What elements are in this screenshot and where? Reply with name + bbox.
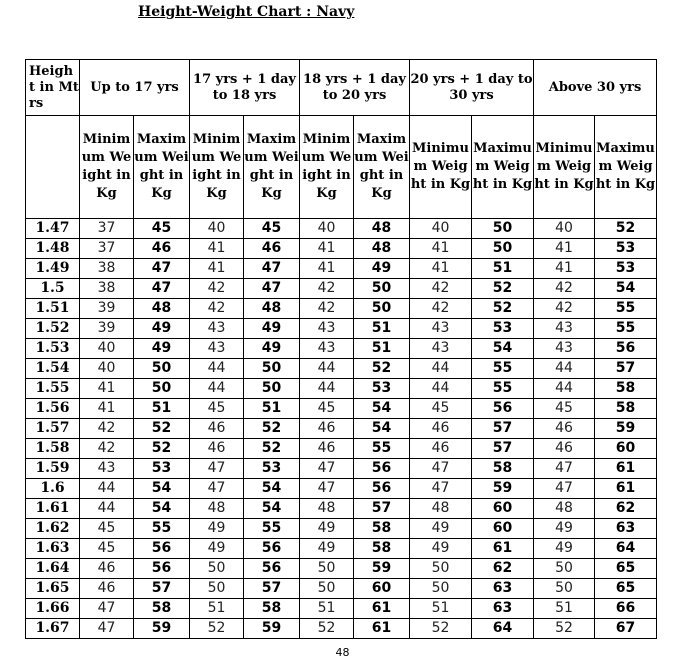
min-weight-cell: 42 bbox=[190, 279, 244, 299]
table-row bbox=[26, 319, 657, 339]
min-weight-cell: 46 bbox=[534, 419, 595, 439]
max-weight-cell: 56 bbox=[244, 559, 300, 579]
min-weight-cell: 42 bbox=[300, 279, 354, 299]
min-weight-cell: 46 bbox=[80, 559, 134, 579]
max-weight-cell: 56 bbox=[134, 559, 190, 579]
max-weight-cell: 54 bbox=[472, 339, 534, 359]
min-weight-cell: 47 bbox=[410, 459, 472, 479]
min-weight-cell: 50 bbox=[190, 559, 244, 579]
group-header-18-20: 18 yrs + 1 day to 20 yrs bbox=[300, 60, 410, 116]
max-weight-cell: 48 bbox=[354, 239, 410, 259]
min-weight-cell: 48 bbox=[410, 499, 472, 519]
min-weight-cell: 49 bbox=[410, 539, 472, 559]
max-weight-cell: 52 bbox=[472, 279, 534, 299]
max-weight-cell: 50 bbox=[134, 359, 190, 379]
min-weight-cell: 46 bbox=[300, 439, 354, 459]
max-weight-cell: 52 bbox=[595, 219, 657, 239]
max-weight-cell: 67 bbox=[595, 619, 657, 639]
min-weight-cell: 44 bbox=[300, 359, 354, 379]
min-weight-header: Minimum Weight in Kg bbox=[410, 116, 472, 219]
table-row bbox=[26, 559, 657, 579]
height-cell: 1.54 bbox=[26, 359, 80, 379]
min-weight-cell: 39 bbox=[80, 299, 134, 319]
min-weight-cell: 50 bbox=[410, 559, 472, 579]
table-row bbox=[26, 399, 657, 419]
table-row bbox=[26, 499, 657, 519]
max-weight-cell: 59 bbox=[244, 619, 300, 639]
min-weight-cell: 41 bbox=[300, 259, 354, 279]
table-row bbox=[26, 459, 657, 479]
max-weight-cell: 58 bbox=[472, 459, 534, 479]
height-weight-table bbox=[25, 59, 657, 639]
min-weight-cell: 41 bbox=[534, 259, 595, 279]
min-weight-cell: 50 bbox=[410, 579, 472, 599]
group-header-above-30: Above 30 yrs bbox=[534, 60, 657, 116]
height-cell: 1.52 bbox=[26, 319, 80, 339]
max-weight-cell: 50 bbox=[354, 279, 410, 299]
max-weight-cell: 46 bbox=[244, 239, 300, 259]
height-cell: 1.57 bbox=[26, 419, 80, 439]
min-weight-cell: 51 bbox=[534, 599, 595, 619]
max-weight-cell: 56 bbox=[354, 479, 410, 499]
min-weight-cell: 44 bbox=[410, 359, 472, 379]
max-weight-header: Maximum Weight in Kg bbox=[244, 116, 300, 219]
max-weight-cell: 56 bbox=[244, 539, 300, 559]
min-weight-cell: 47 bbox=[410, 479, 472, 499]
min-weight-cell: 38 bbox=[80, 279, 134, 299]
max-weight-cell: 52 bbox=[244, 419, 300, 439]
min-weight-cell: 49 bbox=[300, 539, 354, 559]
max-weight-cell: 50 bbox=[354, 299, 410, 319]
min-weight-header: Minimum Weight in Kg bbox=[80, 116, 134, 219]
max-weight-cell: 51 bbox=[134, 399, 190, 419]
max-weight-cell: 55 bbox=[595, 319, 657, 339]
min-weight-cell: 41 bbox=[410, 259, 472, 279]
min-weight-cell: 52 bbox=[300, 619, 354, 639]
height-cell: 1.61 bbox=[26, 499, 80, 519]
max-weight-cell: 57 bbox=[472, 419, 534, 439]
min-weight-cell: 42 bbox=[410, 279, 472, 299]
min-weight-cell: 46 bbox=[80, 579, 134, 599]
max-weight-cell: 52 bbox=[134, 419, 190, 439]
max-weight-cell: 65 bbox=[595, 579, 657, 599]
min-weight-cell: 43 bbox=[300, 319, 354, 339]
max-weight-cell: 51 bbox=[244, 399, 300, 419]
max-weight-cell: 60 bbox=[472, 499, 534, 519]
min-weight-cell: 52 bbox=[534, 619, 595, 639]
max-weight-cell: 62 bbox=[472, 559, 534, 579]
page-title: Height-Weight Chart : Navy bbox=[138, 4, 355, 20]
height-cell: 1.55 bbox=[26, 379, 80, 399]
min-weight-cell: 42 bbox=[80, 419, 134, 439]
min-weight-cell: 40 bbox=[534, 219, 595, 239]
max-weight-cell: 53 bbox=[244, 459, 300, 479]
max-weight-cell: 59 bbox=[134, 619, 190, 639]
min-weight-cell: 43 bbox=[534, 339, 595, 359]
min-weight-cell: 51 bbox=[190, 599, 244, 619]
group-header-17-18: 17 yrs + 1 day to 18 yrs bbox=[190, 60, 300, 116]
max-weight-cell: 52 bbox=[244, 439, 300, 459]
max-weight-cell: 52 bbox=[354, 359, 410, 379]
max-weight-cell: 54 bbox=[134, 499, 190, 519]
table-row bbox=[26, 619, 657, 639]
max-weight-cell: 55 bbox=[472, 359, 534, 379]
max-weight-cell: 62 bbox=[595, 499, 657, 519]
min-weight-cell: 41 bbox=[534, 239, 595, 259]
max-weight-header: Maximum Weight in Kg bbox=[134, 116, 190, 219]
table-row bbox=[26, 359, 657, 379]
min-weight-cell: 50 bbox=[534, 579, 595, 599]
min-weight-cell: 49 bbox=[300, 519, 354, 539]
min-weight-cell: 40 bbox=[190, 219, 244, 239]
max-weight-cell: 49 bbox=[354, 259, 410, 279]
min-weight-cell: 41 bbox=[190, 239, 244, 259]
table-body bbox=[26, 219, 657, 639]
table-row bbox=[26, 279, 657, 299]
min-weight-cell: 43 bbox=[410, 339, 472, 359]
min-weight-cell: 45 bbox=[410, 399, 472, 419]
max-weight-cell: 57 bbox=[595, 359, 657, 379]
max-weight-cell: 50 bbox=[472, 239, 534, 259]
min-weight-cell: 46 bbox=[410, 439, 472, 459]
max-weight-cell: 57 bbox=[472, 439, 534, 459]
min-weight-cell: 52 bbox=[410, 619, 472, 639]
min-weight-cell: 49 bbox=[190, 539, 244, 559]
max-weight-cell: 47 bbox=[244, 279, 300, 299]
min-weight-cell: 42 bbox=[410, 299, 472, 319]
min-weight-cell: 44 bbox=[300, 379, 354, 399]
table-row bbox=[26, 239, 657, 259]
max-weight-cell: 58 bbox=[354, 539, 410, 559]
max-weight-cell: 50 bbox=[244, 379, 300, 399]
max-weight-cell: 56 bbox=[472, 399, 534, 419]
max-weight-cell: 49 bbox=[244, 319, 300, 339]
max-weight-cell: 52 bbox=[134, 439, 190, 459]
max-weight-header: Maximum Weight in Kg bbox=[472, 116, 534, 219]
max-weight-cell: 47 bbox=[134, 279, 190, 299]
min-weight-cell: 47 bbox=[190, 459, 244, 479]
max-weight-cell: 61 bbox=[354, 619, 410, 639]
min-weight-cell: 42 bbox=[190, 299, 244, 319]
max-weight-cell: 59 bbox=[595, 419, 657, 439]
min-weight-cell: 44 bbox=[190, 379, 244, 399]
height-cell: 1.65 bbox=[26, 579, 80, 599]
max-weight-cell: 53 bbox=[472, 319, 534, 339]
max-weight-cell: 49 bbox=[134, 319, 190, 339]
max-weight-cell: 56 bbox=[354, 459, 410, 479]
max-weight-cell: 55 bbox=[134, 519, 190, 539]
min-weight-cell: 49 bbox=[190, 519, 244, 539]
min-weight-cell: 48 bbox=[534, 499, 595, 519]
max-weight-cell: 54 bbox=[354, 399, 410, 419]
min-weight-cell: 49 bbox=[534, 519, 595, 539]
min-weight-cell: 47 bbox=[534, 459, 595, 479]
min-weight-cell: 40 bbox=[80, 359, 134, 379]
table-row bbox=[26, 299, 657, 319]
min-weight-cell: 41 bbox=[190, 259, 244, 279]
height-cell: 1.6 bbox=[26, 479, 80, 499]
max-weight-cell: 51 bbox=[354, 319, 410, 339]
table-row bbox=[26, 419, 657, 439]
min-weight-cell: 37 bbox=[80, 219, 134, 239]
max-weight-cell: 56 bbox=[134, 539, 190, 559]
min-weight-cell: 51 bbox=[410, 599, 472, 619]
max-weight-cell: 50 bbox=[244, 359, 300, 379]
max-weight-cell: 63 bbox=[472, 579, 534, 599]
min-weight-cell: 47 bbox=[190, 479, 244, 499]
max-weight-header: Maximum Weight in Kg bbox=[595, 116, 657, 219]
max-weight-cell: 60 bbox=[595, 439, 657, 459]
min-weight-cell: 45 bbox=[534, 399, 595, 419]
height-cell: 1.51 bbox=[26, 299, 80, 319]
min-weight-cell: 41 bbox=[80, 399, 134, 419]
min-weight-cell: 47 bbox=[300, 459, 354, 479]
max-weight-cell: 54 bbox=[354, 419, 410, 439]
min-weight-cell: 52 bbox=[190, 619, 244, 639]
max-weight-cell: 45 bbox=[244, 219, 300, 239]
min-weight-cell: 44 bbox=[190, 359, 244, 379]
min-weight-cell: 45 bbox=[80, 519, 134, 539]
min-weight-cell: 50 bbox=[534, 559, 595, 579]
height-cell: 1.67 bbox=[26, 619, 80, 639]
height-cell: 1.63 bbox=[26, 539, 80, 559]
max-weight-cell: 61 bbox=[595, 459, 657, 479]
min-weight-cell: 46 bbox=[410, 419, 472, 439]
min-weight-cell: 42 bbox=[534, 279, 595, 299]
page-number: 48 bbox=[335, 646, 350, 659]
max-weight-cell: 49 bbox=[244, 339, 300, 359]
min-weight-cell: 48 bbox=[300, 499, 354, 519]
min-weight-cell: 43 bbox=[300, 339, 354, 359]
min-weight-cell: 44 bbox=[410, 379, 472, 399]
max-weight-cell: 57 bbox=[134, 579, 190, 599]
max-weight-cell: 64 bbox=[472, 619, 534, 639]
table-row bbox=[26, 259, 657, 279]
min-weight-cell: 49 bbox=[534, 539, 595, 559]
max-weight-header: Maximum Weight in Kg bbox=[354, 116, 410, 219]
max-weight-cell: 61 bbox=[595, 479, 657, 499]
max-weight-cell: 58 bbox=[134, 599, 190, 619]
min-weight-cell: 41 bbox=[300, 239, 354, 259]
max-weight-cell: 58 bbox=[354, 519, 410, 539]
max-weight-cell: 60 bbox=[472, 519, 534, 539]
max-weight-cell: 48 bbox=[244, 299, 300, 319]
max-weight-cell: 50 bbox=[472, 219, 534, 239]
min-weight-cell: 44 bbox=[534, 379, 595, 399]
min-weight-cell: 46 bbox=[190, 439, 244, 459]
min-weight-cell: 43 bbox=[190, 319, 244, 339]
min-weight-cell: 47 bbox=[80, 599, 134, 619]
min-weight-cell: 43 bbox=[534, 319, 595, 339]
min-weight-cell: 43 bbox=[80, 459, 134, 479]
max-weight-cell: 55 bbox=[354, 439, 410, 459]
max-weight-cell: 57 bbox=[354, 499, 410, 519]
min-weight-cell: 46 bbox=[300, 419, 354, 439]
table-row bbox=[26, 519, 657, 539]
max-weight-cell: 60 bbox=[354, 579, 410, 599]
min-weight-header: Minimum Weight in Kg bbox=[534, 116, 595, 219]
min-weight-cell: 39 bbox=[80, 319, 134, 339]
min-weight-cell: 47 bbox=[80, 619, 134, 639]
min-weight-cell: 40 bbox=[80, 339, 134, 359]
max-weight-cell: 55 bbox=[595, 299, 657, 319]
table-row bbox=[26, 439, 657, 459]
min-weight-cell: 38 bbox=[80, 259, 134, 279]
max-weight-cell: 51 bbox=[472, 259, 534, 279]
min-weight-cell: 44 bbox=[80, 499, 134, 519]
height-cell: 1.64 bbox=[26, 559, 80, 579]
max-weight-cell: 49 bbox=[134, 339, 190, 359]
min-weight-cell: 43 bbox=[410, 319, 472, 339]
max-weight-cell: 58 bbox=[244, 599, 300, 619]
min-weight-cell: 48 bbox=[190, 499, 244, 519]
min-weight-cell: 45 bbox=[80, 539, 134, 559]
min-weight-cell: 42 bbox=[534, 299, 595, 319]
max-weight-cell: 45 bbox=[134, 219, 190, 239]
height-cell: 1.47 bbox=[26, 219, 80, 239]
max-weight-cell: 61 bbox=[472, 539, 534, 559]
max-weight-cell: 47 bbox=[134, 259, 190, 279]
min-weight-header: Minimum Weight in Kg bbox=[190, 116, 244, 219]
height-cell: 1.58 bbox=[26, 439, 80, 459]
group-header-upto-17: Up to 17 yrs bbox=[80, 60, 190, 116]
max-weight-cell: 48 bbox=[354, 219, 410, 239]
min-weight-cell: 50 bbox=[300, 559, 354, 579]
min-weight-cell: 41 bbox=[410, 239, 472, 259]
max-weight-cell: 54 bbox=[244, 499, 300, 519]
min-weight-cell: 47 bbox=[300, 479, 354, 499]
height-subheader-blank bbox=[26, 116, 80, 219]
max-weight-cell: 53 bbox=[595, 239, 657, 259]
table-row bbox=[26, 599, 657, 619]
max-weight-cell: 46 bbox=[134, 239, 190, 259]
max-weight-cell: 54 bbox=[244, 479, 300, 499]
min-weight-cell: 44 bbox=[534, 359, 595, 379]
height-cell: 1.66 bbox=[26, 599, 80, 619]
max-weight-cell: 47 bbox=[244, 259, 300, 279]
table-row bbox=[26, 579, 657, 599]
min-weight-cell: 45 bbox=[300, 399, 354, 419]
max-weight-cell: 51 bbox=[354, 339, 410, 359]
max-weight-cell: 59 bbox=[472, 479, 534, 499]
max-weight-cell: 58 bbox=[595, 399, 657, 419]
height-cell: 1.48 bbox=[26, 239, 80, 259]
min-weight-cell: 50 bbox=[300, 579, 354, 599]
max-weight-cell: 55 bbox=[244, 519, 300, 539]
min-weight-cell: 50 bbox=[190, 579, 244, 599]
min-weight-cell: 47 bbox=[534, 479, 595, 499]
max-weight-cell: 54 bbox=[134, 479, 190, 499]
min-weight-cell: 49 bbox=[410, 519, 472, 539]
height-cell: 1.53 bbox=[26, 339, 80, 359]
table-row bbox=[26, 479, 657, 499]
min-weight-cell: 44 bbox=[80, 479, 134, 499]
max-weight-cell: 54 bbox=[595, 279, 657, 299]
table-row bbox=[26, 539, 657, 559]
max-weight-cell: 64 bbox=[595, 539, 657, 559]
height-cell: 1.5 bbox=[26, 279, 80, 299]
max-weight-cell: 59 bbox=[354, 559, 410, 579]
group-header-20-30: 20 yrs + 1 day to 30 yrs bbox=[410, 60, 534, 116]
max-weight-cell: 53 bbox=[354, 379, 410, 399]
min-weight-cell: 46 bbox=[534, 439, 595, 459]
max-weight-cell: 66 bbox=[595, 599, 657, 619]
min-weight-cell: 42 bbox=[80, 439, 134, 459]
min-weight-cell: 51 bbox=[300, 599, 354, 619]
min-weight-cell: 45 bbox=[190, 399, 244, 419]
max-weight-cell: 63 bbox=[595, 519, 657, 539]
max-weight-cell: 53 bbox=[595, 259, 657, 279]
table-row bbox=[26, 339, 657, 359]
height-cell: 1.62 bbox=[26, 519, 80, 539]
table-row bbox=[26, 219, 657, 239]
min-weight-cell: 37 bbox=[80, 239, 134, 259]
max-weight-cell: 55 bbox=[472, 379, 534, 399]
max-weight-cell: 63 bbox=[472, 599, 534, 619]
max-weight-cell: 58 bbox=[595, 379, 657, 399]
min-weight-cell: 46 bbox=[190, 419, 244, 439]
height-cell: 1.59 bbox=[26, 459, 80, 479]
max-weight-cell: 56 bbox=[595, 339, 657, 359]
max-weight-cell: 57 bbox=[244, 579, 300, 599]
max-weight-cell: 52 bbox=[472, 299, 534, 319]
height-column-header: Height in Mtrs bbox=[26, 60, 80, 116]
max-weight-cell: 61 bbox=[354, 599, 410, 619]
max-weight-cell: 53 bbox=[134, 459, 190, 479]
max-weight-cell: 48 bbox=[134, 299, 190, 319]
min-weight-cell: 43 bbox=[190, 339, 244, 359]
max-weight-cell: 50 bbox=[134, 379, 190, 399]
min-weight-cell: 42 bbox=[300, 299, 354, 319]
min-weight-cell: 41 bbox=[80, 379, 134, 399]
max-weight-cell: 65 bbox=[595, 559, 657, 579]
table-row bbox=[26, 379, 657, 399]
min-weight-header: Minimum Weight in Kg bbox=[300, 116, 354, 219]
height-cell: 1.49 bbox=[26, 259, 80, 279]
min-weight-cell: 40 bbox=[300, 219, 354, 239]
min-weight-cell: 40 bbox=[410, 219, 472, 239]
height-cell: 1.56 bbox=[26, 399, 80, 419]
